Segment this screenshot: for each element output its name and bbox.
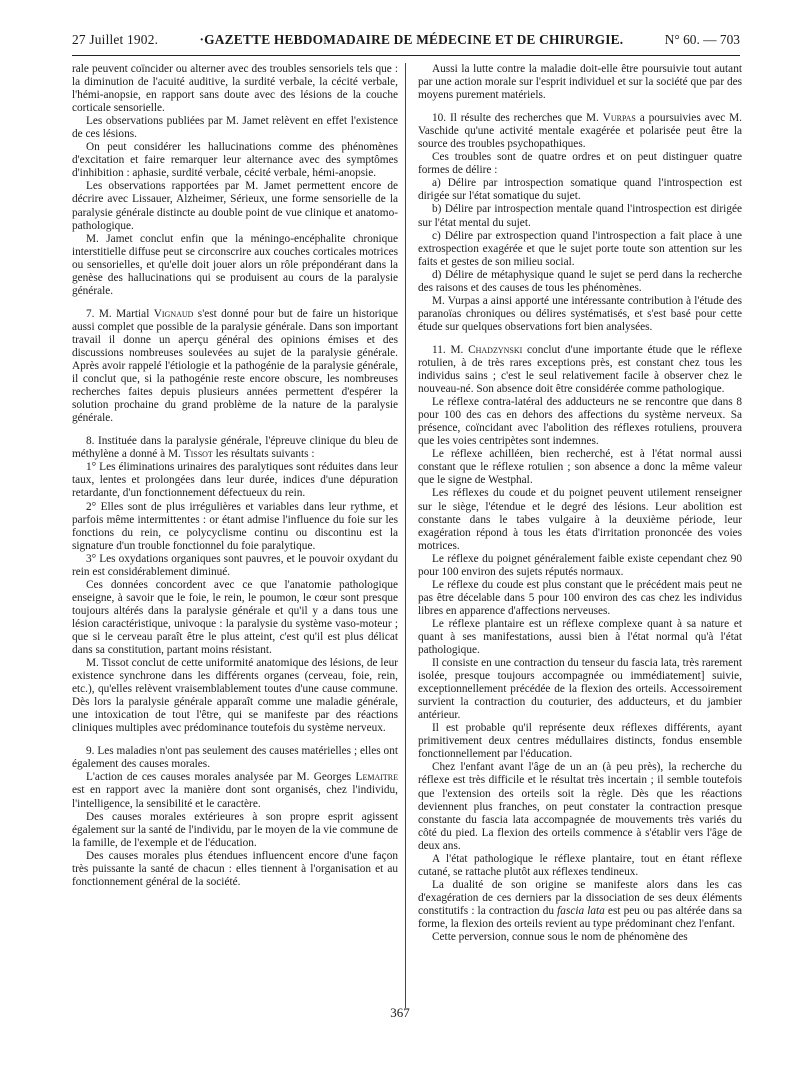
header-issue-number: N° 60. — 703 — [664, 32, 740, 47]
column-divider — [405, 63, 406, 1008]
paragraph: M. Tissot conclut de cette uniformité anatomique des lésions, de leur existence synchrone dans les différents organes (cerveau, foie, rein, etc.), qu'elles relèvent vraisemblablement toutes d'une cause commune. Dès lors la paralysie générale apparaît comme une maladie générale, une intoxication de tout l'être, qui se manifeste par des réactions cliniques multiples avec prédominance toutefois du système nerveux. — [72, 657, 398, 735]
list-item: 3° Les oxydations organiques sont pauvres, et le pouvoir oxydant du rein est considérablement diminué. — [72, 552, 398, 578]
list-item: a) Délire par introspection somatique quand l'introspection est dirigée sur l'état somatique du sujet. — [418, 177, 742, 203]
paragraph: Le réflexe achilléen, bien recherché, est à l'état normal aussi constant que le réflexe rotulien ; son absence a donc la même valeur que le signe de Westphal. — [418, 448, 742, 487]
paragraph: Aussi la lutte contre la maladie doit-elle être poursuivie tout autant par une action morale sur l'esprit individuel et sur la société que par des moyens purement matériels. — [418, 63, 742, 102]
paragraph: Il est probable qu'il représente deux réflexes différents, ayant primitivement deux centres médullaires distincts, fondus ensemble fonctionnellement par l'éducation. — [418, 722, 742, 761]
paragraph: A l'état pathologique le réflexe plantaire, tout en étant réflexe cutané, se rattache plutôt aux réflexes tendineux. — [418, 852, 742, 878]
left-column — [72, 63, 398, 889]
section-text: conclut d'une importante étude que le réflexe rotulien, à de très rares exceptions près, est constant chez tous les individus sains ; c'est le seul relativement facile à observer chez le nouveau-né. Son absence doit être considérée comme pathologique. — [418, 343, 742, 396]
list-item: b) Délire par introspection mentale quand l'introspection est dirigée sur l'état mental du sujet. — [418, 203, 742, 229]
section-text: les résultats suivants : — [212, 448, 315, 461]
paragraph: Les observations publiées par M. Jamet relèvent en effet l'existence de ces lésions. — [72, 115, 398, 141]
header-journal-title: ·GAZETTE HEBDOMADAIRE DE MÉDECINE ET DE CHIRURGIE. — [199, 32, 624, 47]
author-name: Vurpas — [602, 112, 636, 125]
list-item: 2° Elles sont de plus irrégulières et variables dans leur rythme, et parfois même intermittentes : or étant admise l'influence du foie sur les fonctions du rein, ce polycyclisme continu ou discontinu est la signature d'un trouble fonctionnel du foie paralytique. — [72, 500, 398, 552]
paragraph-lead: L'action de ces causes morales analysée par M. Georges — [86, 771, 356, 784]
author-name: Vignaud — [153, 307, 194, 320]
paragraph: Des causes morales extérieures à son propre esprit agissent également sur la santé de l'individu, par le moyen de la vie commune de la famille, de l'exemple et de l'éducation. — [72, 810, 398, 849]
paragraph-lead: La dualité de son origine se manifeste alors dans les cas d'exagération de ces derniers par la dissociation de ses deux éléments constitutifs : la contraction du — [418, 878, 742, 917]
paragraph: On peut considérer les hallucinations comme des phénomènes d'excitation et faire remarquer leur alternance avec des symptômes d'inhibition : aphasie, surdité verbale, cécité verbale, hémi-anopsie. — [72, 141, 398, 180]
paragraph: Le réflexe plantaire est un réflexe complexe quant à sa nature et quant à ses manifestations, aussi bien à l'état normal qu'à l'état pathologique. — [418, 617, 742, 657]
paragraph — [418, 879, 742, 931]
author-name: Chadzynski — [468, 343, 523, 356]
section-8 — [72, 435, 398, 461]
paragraph: M. Vurpas a ainsi apporté une intéressante contribution à l'étude des paranoïas chroniques ou délires systématisés, et s'est basé pour cette étude sur quelques observations fort bien analysées. — [418, 294, 742, 333]
paragraph: rale peuvent coïncider ou alterner avec des troubles sensoriels tels que : la diminution de l'acuité auditive, la surdité verbale, la cécité verbale, l'hémi-anopsie, en rapport sans doute avec des lésions de la couche corticale sensorielle. — [72, 63, 398, 115]
paragraph: Ces troubles sont de quatre ordres et on peut distinguer quatre formes de délire : — [418, 151, 742, 177]
section-lead: 7. M. Martial — [86, 307, 154, 320]
paragraph-text: est en rapport avec la manière dont sont organisés, chez l'individu, l'intelligence, la sensibilité et le caractère. — [72, 784, 398, 810]
paragraph: Les observations rapportées par M. Jamet permettent encore de décrire avec Lissauer, Alzheimer, Sérieux, une forme sensorielle de la paralysie générale distincte au double point de vue clinique et anatomo-pathologique. — [72, 180, 398, 232]
paragraph: Chez l'enfant avant l'âge de un an (à peu près), la recherche du réflexe est très difficile et le résultat très incertain ; il semble toutefois que l'extension des orteils soit la règle. Dès que les réactions deviennent plus franches, on peut constater la contraction presque constante du fascia lata accompagnée de mouvements très variés du côté du pied. La flexion des orteils commence à s'établir vers l'âge de deux ans. — [418, 761, 742, 852]
running-header — [72, 30, 740, 50]
section-lead: 8. Instituée dans la paralysie générale, l'épreuve clinique du bleu de méthylène a donné à M. — [72, 435, 398, 461]
paragraph: Cette perversion, connue sous le nom de phénomène des — [432, 931, 688, 944]
paragraph: Le réflexe contra-latéral des adducteurs ne se rencontre que dans 8 pour 100 des cas en dehors des affections du système nerveux. Sa présence, coïncidant avec l'abolition des réflexes rotuliens, prouvera que les voies centripètes sont indemnes. — [418, 396, 742, 448]
section-7 — [72, 308, 398, 425]
author-name: Tissot — [183, 448, 213, 461]
list-item: d) Délire de métaphysique quand le sujet se perd dans la recherche des raisons et des causes de tous les phénomènes. — [418, 268, 742, 294]
section-lead: 10. Il résulte des recherches que M. — [432, 112, 603, 125]
paragraph: M. Jamet conclut enfin que la méningo-encéphalite chronique interstitielle diffuse peut se circonscrire aux couches corticales motrices ou sensorielles, et qu'elle doit jouer alors un rôle prépondérant dans la genèse des hallucinations qui se produisent au cours de la paralysie générale. — [72, 232, 398, 297]
list-item: 1° Les éliminations urinaires des paralytiques sont réduites dans leur taux, lentes et prolongées dans leur durée, indices d'une dépuration retardante, d'un fonctionnement défectueux du rein. — [72, 461, 398, 500]
section-11 — [418, 344, 742, 396]
paragraph: Il consiste en une contraction du tenseur du fascia lata, très rarement isolée, presque toujours accompagnée ou immédiatement] suivie, exceptionnellement précédée de la flexion des orteils. Accessoirement survient la contraction du couturier, des adducteurs, et du jambier antérieur. — [418, 657, 742, 722]
header-date: 27 Juillet 1902. — [72, 32, 159, 47]
paragraph: Les réflexes du coude et du poignet peuvent utilement renseigner sur le siège, l'étendue et le degré des lésions. Leur abolition est constante dans le tabes vulgaire à la deuxième période, leur exagération répond à tous les états d'irritation prononcée des voies motrices. — [418, 487, 742, 552]
paragraph: Le réflexe du coude est plus constant que le précédent mais peut ne pas être décelable dans 5 pour 100 environ des cas chez les individus libres en apparence d'affections nerveuses. — [418, 578, 742, 617]
italic-term: fascia lata — [557, 904, 605, 917]
page-number: 367 — [390, 1005, 410, 1020]
right-column — [418, 63, 742, 944]
paragraph: Ces données concordent avec ce que l'anatomie pathologique enseigne, à savoir que le foie, le rein, le poumon, le cœur sont presque toujours altérés dans la paralysie générale et qu'il y a dans tous une lésion caractéristique, univoque : la paralysie du système vaso-moteur ; que si le cerveau paraît être le plus atteint, c'est qu'il est plus délicat dans sa constitution, partant moins résistant. — [72, 578, 398, 657]
paragraph: Le réflexe du poignet généralement faible existe cependant chez 90 pour 100 environ des sujets réputés normaux. — [418, 552, 742, 578]
section-text: s'est donné pour but de faire un historique aussi complet que possible de la paralysie générale. Dans son important travail il donne un aperçu général des opinions émises et des discussions nombreuses soulevées au sujet de la paralysie générale. Après avoir rappelé l'étiologie et la pathogénie de la paralysie générale, il conclut que, si la pathogénie reste encore obscure, les nombreuses recherches faites depuis plusieurs années permettent d'espérer la solution prochaine du grand problème de la nature de la paralysie générale. — [72, 307, 398, 425]
paragraph-text: est peu ou pas altérée dans sa forme, la flexion des orteils revient au type prédominant chez l'enfant. — [418, 904, 743, 930]
paragraph — [72, 771, 398, 810]
header-rule — [72, 55, 740, 56]
section-text: a poursuivies avec M. Vaschide qu'une activité mentale exagérée et polarisée peut être la source des troubles psychopathiques. — [418, 112, 742, 151]
section-lead: 11. M. — [432, 343, 469, 356]
section-9: 9. Les maladies n'ont pas seulement des causes matérielles ; elles ont également des causes morales. — [72, 745, 398, 771]
paragraph: Des causes morales plus étendues influencent encore d'une façon très puissante la santé de chacun : elles tiennent à l'organisation et au fonctionnement général de la société. — [72, 849, 398, 888]
list-item: c) Délire par extrospection quand l'introspection a fait place à une extrospection exagérée et que le sujet porte toute son attention sur les faits et gestes de son milieu social. — [418, 229, 742, 268]
author-name: Lemaitre — [355, 771, 398, 784]
section-10 — [418, 112, 742, 151]
